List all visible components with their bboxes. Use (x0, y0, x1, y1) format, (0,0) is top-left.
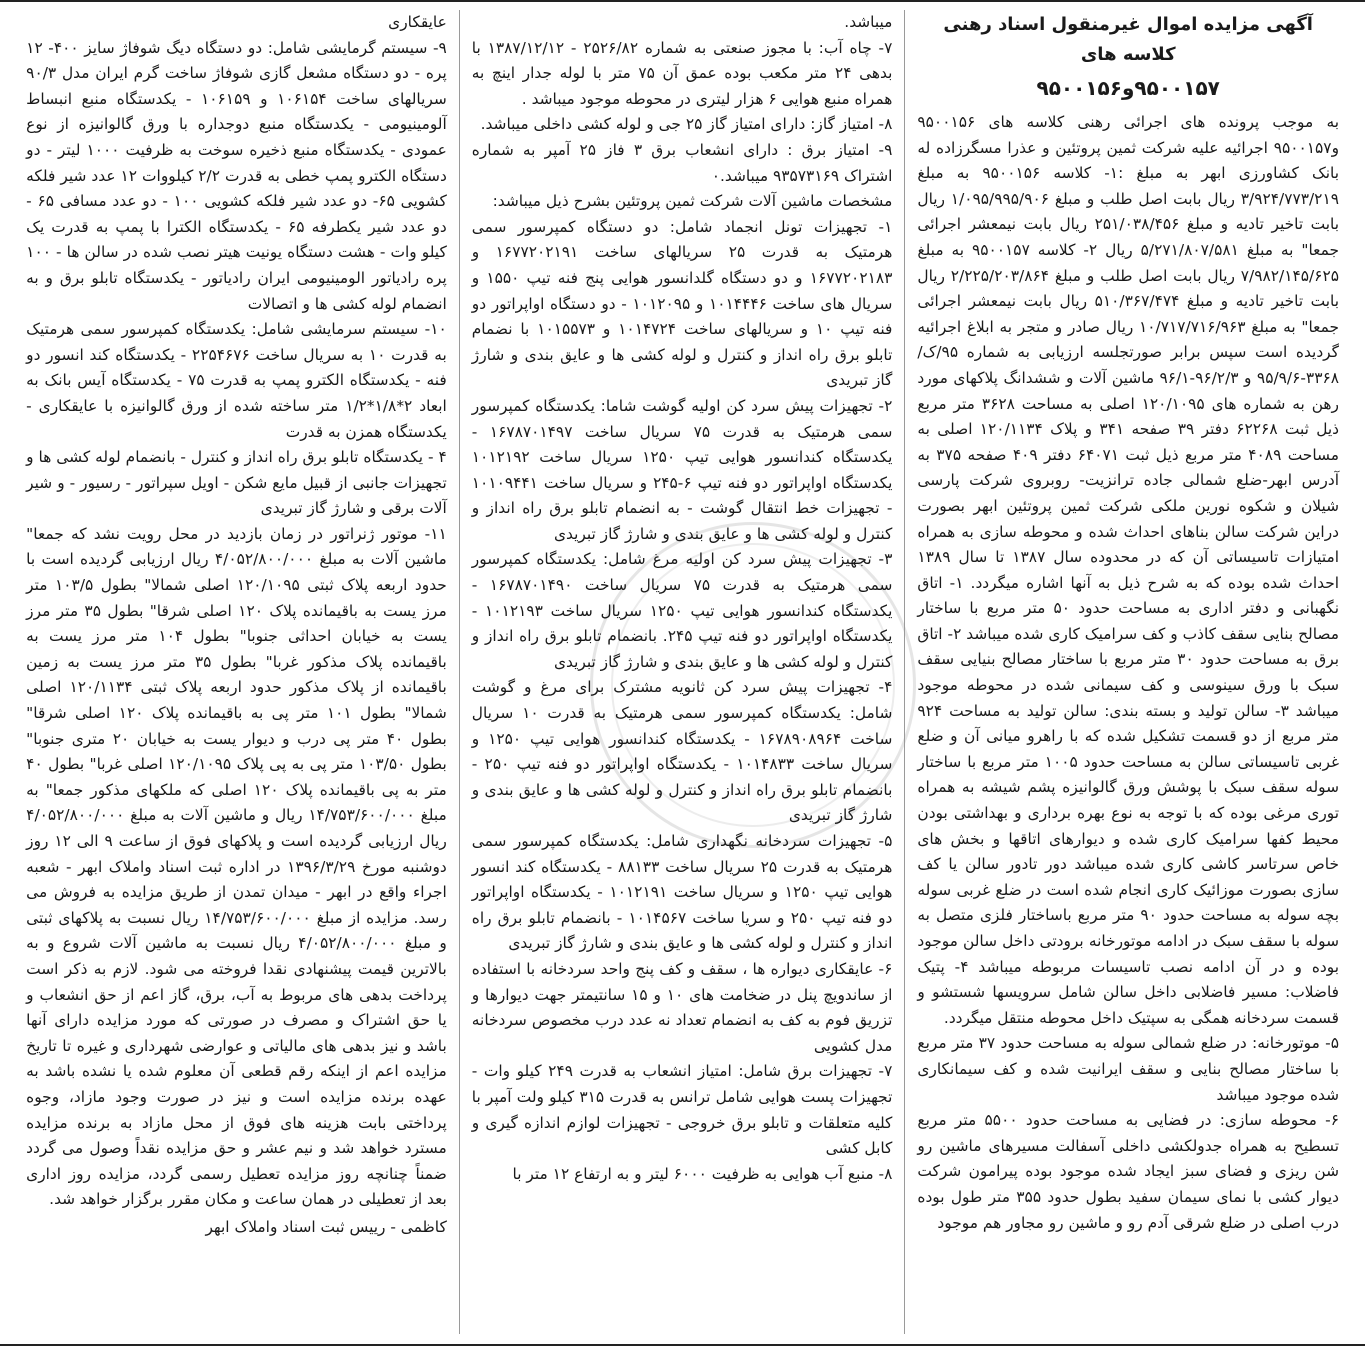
notice-columns (14, 10, 1351, 1334)
column-right (905, 10, 1351, 1334)
paragraph: ۶- عایقکاری دیواره ها ، سقف و کف پنج واحد سردخانه با استفاده از ساندویچ پنل در ضخامت های ۱۰ و ۱۵ سانتیمتر جهت دیوارها و تزریق فوم به کف به انضمام تعداد نه عدد درب مخصوص سردخانه مدل کشویی (471, 959, 893, 1055)
paragraph: ۹- سیستم گرمایشی شامل: دو دستگاه دیگ شوفاژ سایز ۴۰۰- ۱۲ پره - دو دستگاه مشعل گازی شوفاژ ساخت گرم ایران مدل ۹۰/۳ سریالهای ساخت ۱۰۶۱۵۴ و ۱۰۶۱۵۹ - یکدستگاه منبع انبساط آلومینیومی - یکدستگاه منبع دوجداره با ورق گالوانیزه از نوع عمودی - یکدستگاه منبع ذخیره سوخت به ظرفیت ۱۰۰۰ لیتر - دو دستگاه الکترو پمپ خطی به قدرت ۲/۲ کیلووات ۱۲ عدد شیر فلکه کشویی ۶۵- دو عدد شیر فلکه کشویی ۱۰۰ - دو عدد مسافی ۶۵ - دو عدد شیر یکطرفه ۶۵ - یکدستگاه الکترا با پمپ به قدرت یک کیلو وات - هشت دستگاه یونیت هیتر نصب شده در سالن ها - ۱۰۰ پره رادیاتور الومینیومی ایران رادیاتور - یکدستگاه تابلو برق و به انضمام لوله کشی ها و اتصالات (26, 38, 447, 313)
notice-title: آگهی مزایده اموال غیرمنقول اسناد رهنی کلاسه های (943, 14, 1313, 65)
signature: کاظمی - رییس ثبت اسناد واملاک ابهر (205, 1217, 447, 1236)
paragraph: میباشد. (844, 13, 893, 31)
paragraph: به موجب پرونده های اجرائی رهنی کلاسه های ۹۵۰۰۱۵۶ و۹۵۰۰۱۵۷ اجرائیه علیه شرکت ثمین پروتئین و عذرا مسگرزاده له بانک کشاورزی ابهر به مبلغ :۱- کلاسه ۹۵۰۰۱۵۶ به مبلغ ۳/۹۲۴/۷۷۳/۲۱۹ ریال بابت اصل طلب و مبلغ ۱/۰۹۵/۹۹۵/۹۰۶ ریال بابت تاخیر تادیه و مبلغ ۲۵۱/۰۳۸/۴۵۶ ریال بابت نیمعشر اجرائی جمعا" به مبلغ ۵/۲۷۱/۸۰۷/۵۸۱ ریال ۲- کلاسه ۹۵۰۰۱۵۷ به مبلغ ۷/۹۸۲/۱۴۵/۶۲۵ ریال بابت اصل طلب و مبلغ ۲/۲۲۵/۲۰۳/۸۶۴ ریال بابت تاخیر تادیه و مبلغ ۵۱۰/۳۶۷/۴۷۴ ریال بابت نیمعشر اجرائی جمعا" به مبلغ ۱۰/۷۱۷/۷۱۶/۹۶۳ ریال صادر و متجر به ابلاغ اجرائیه گردیده است سپس برابر صورتجلسه ارزیابی به شماره ۹۵/ک/۳۳۶۸-۹۵/۹/۶ و ۹۶/۲/۳-۹۶/۱ ماشین آلات و ششدانگ پلاکهای مورد رهن به شماره های ۱۲۰/۱۰۹۵ اصلی به مساحت ۳۶۲۸ متر مربع ذیل ثبت ۶۲۲۶۸ دفتر ۳۹ صفحه ۳۴۱ و پلاک ۱۲۰/۱۱۳۴ اصلی به مساحت ۴۰۸۹ متر مربع ذیل ثبت ۶۴۰۷۱ دفتر ۴۰۹ صفحه ۳۷۵ به آدرس ابهر-ضلع شمالی جاده ترانزیت- روبروی شرکت پارسی شیلان و شکوه نورین ملکی شرکت ثمین پروتئین ابهر بصورت دراین شرکت سالن بناهای احداث شده و محوطه سازی به همراه امتیازات تاسیساتی آن که در محدوده سال ۱۳۸۷ تا سال ۱۳۸۹ احداث شده بوده که به شرح ذیل به آنها اشاره میگردد. ۱- اتاق نگهبانی و دفتر اداری به مساحت حدود ۵۰ متر مربع با ساختار مصالح بنایی سقف کاذب و کف سرامیک کاری شده میباشد ۲- اتاق برق به مساحت حدود ۳۰ متر مربع با ساختار مصالح بنیایی سقف سبک با ورق سینوسی و کف سیمانی شده در محوطه موجود میباشد ۳- سالن تولید و بسته بندی: سالن تولید به مساحت ۹۲۴ متر مربع از دو قسمت تشکیل شده که با راهرو میانی آن و ضلع غربی تاسیساتی سالن به مساحت حدود ۱۰۰۵ متر مربع با ساختار سوله سقف سبک با پوشش ورق گالوانیزه پشم شیشه به همراه توری مرغی بوده که با توجه به نوع بهره برداری و بهداشتی بودن محیط کفها سرامیک کاری شده و دیوارهای اتاقها و بخش های خاص سرتاسر کاشی کاری شده میباشد دور تادور سالن یا کف سازی بصورت موزائیک کاری انجام شده است در ضلع غربی سوله بچه سوله به مساحت حدود ۹۰ متر مربع باساختار فلزی متصل به سوله با سقف سبک در ادامه موتورخانه برودتی داخل سالن موجود بوده و در آن ادامه نصب تاسیسات مربوطه میباشد ۴- پتیک فاضلاب: مسیر فاضلابی داخل سالن شامل سرویسها شستشو و قسمت سردخانه همگی به سپتیک داخل محوطه منتقل میگردد. (917, 113, 1340, 1027)
paragraph: ۴ - یکدستگاه تابلو برق راه انداز و کنترل - بانضمام لوله کشی ها و تجهیزات جانبی از قبیل مایع شکن - اویل سپراتور - رسیور - و شیر آلات برقی و شارژ گاز تبریدی (26, 448, 447, 518)
paragraph: ۵- موتورخانه: در ضلع شمالی سوله به مساحت حدود ۳۷ متر مربع با ساختار مصالح بنایی و سقف ایرانیت شده و کف سیمانکاری شده موجود میباشد (917, 1034, 1339, 1104)
paragraph: ۸- منبع آب هوایی به ظرفیت ۶۰۰۰ لیتر و به ارتفاع ۱۲ متر با (512, 1164, 893, 1183)
paragraph: مشخصات ماشین آلات شرکت ثمین پروتئین بشرح ذیل میباشد: (492, 192, 893, 211)
notice-case-numbers: ۹۵۰۰۱۵۷و۹۵۰۰۱۵۶ (1036, 76, 1220, 100)
paragraph: ۱- تجهیزات تونل انجماد شامل: دو دستگاه کمپرسور سمی هرمتیک به قدرت ۲۵ سریالهای ساخت ۱۶۷۷۲۰۲۱۹۱ و ۱۶۷۷۲۰۲۱۸۳ و دو دستگاه گلدانسور هوایی پنج فنه تیپ ۱۵۵۰ و سریال های ساخت ۱۰۱۴۴۴۶ و ۱۰۱۲۰۹۵ - دو دستگاه اواپراتور دو فنه تیپ ۱۰ و سریالهای ساخت ۱۰۱۴۷۲۴ و ۱۰۱۵۵۷۳ با نضمام تابلو برق راه انداز و کنترل و لوله کشی ها و عایق بندی و شارژ گاز تبریدی (471, 217, 893, 390)
paragraph: ۷- چاه آب: با مجوز صنعتی به شماره ۲۵۲۶/۸۲ - ۱۳۸۷/۱۲/۱۲ با بدهی ۲۴ متر مکعب بوده عمق آن ۷۵ متر با لوله جدار اینچ به همراه منبع هوایی ۶ هزار لیتری در محوطه موجود میباشد . (471, 38, 893, 108)
paragraph: ۴- تجهیزات پیش سرد کن ثانویه مشترک برای مرغ و گوشت شامل: یکدستگاه کمپرسور سمی هرمتیک به قدرت ۱۰ سریال ساخت ۱۶۷۸۹۰۸۹۶۴ - یکدستگاه کندانسور هوایی تیپ ۱۲۵۰ و سریال ساخت ۱۰۱۴۸۳۳ - یکدستگاه اواپراتور دو فنه تیپ ۲۵۰ - بانضمام تابلو برق راه انداز و کنترل و لوله کشی ها و عایق بندی و شارژ گاز تبریدی (471, 678, 893, 825)
paragraph: ۷- تجهیزات برق شامل: امتیاز انشعاب به قدرت ۲۴۹ کیلو وات - تجهیزات پست هوایی شامل ترانس به قدرت ۳۱۵ کیلو ولت آمپر با کلیه متعلقات و تابلو برق خروجی - تجهیزات لوازم اندازه گیری و کابل کشی (471, 1062, 893, 1158)
column-left (14, 10, 460, 1334)
paragraph: ۳- تجهیزات پیش سرد کن اولیه مرغ شامل: یکدستگاه کمپرسور سمی هرمتیک به قدرت ۷۵ سریال ساخت ۱۶۷۸۷۰۱۴۹۰ - یکدستگاه کندانسور هوایی تیپ ۱۲۵۰ سریال ساخت ۱۰۱۲۱۹۳ - یکدستگاه اواپراتور دو فنه تیپ ۲۴۵. بانضمام تابلو برق راه انداز و کنترل و لوله کشی ها و عایق بندی و شارژ گاز تبریدی (471, 550, 893, 671)
paragraph: ۶- محوطه سازی: در فضایی به مساحت حدود ۵۵۰۰ متر مربع تسطیح به همراه جدولکشی داخلی آسفالت مسیرهای ماشین رو شن ریزی و فضای سبز ایجاد شده موجود بوده پیرامون شرکت دیوار کشی با نمای سیمان سفید بطول حدود ۳۵۵ متر طول بوده درب اصلی در ضلع شرقی آدم رو و ماشین رو مجاور هم موجود (917, 1111, 1339, 1232)
column-middle (460, 10, 906, 1334)
paragraph: ۱۰- سیستم سرمایشی شامل: یکدستگاه کمپرسور سمی هرمتیک به قدرت ۱۰ به سریال ساخت ۲۲۵۴۶۷۶ - یکدستگاه کند انسور دو فنه - یکدستگاه الکترو پمپ به قدرت ۷۵ - یکدستگاه آیس بانک به ابعاد ۲*۱/۸*۱/۲ متر ساخته شده از ورق گالوانیزه با عایقکاری - یکدستگاه همزن به قدرت (26, 320, 447, 441)
paragraph: ۱۱- موتور ژنراتور در زمان بازدید در محل رویت نشد که جمعا" ماشین آلات به مبلغ ۴/۰۵۲/۸۰۰/۰۰۰ ریال ارزیابی گردیده است با حدود اربعه پلاک ثبتی ۱۲۰/۱۰۹۵ اصلی شمالا" بطول ۱۰۳/۵ متر مرز یست به باقیمانده پلاک ۱۲۰ اصلی شرقا" بطول ۳۵ متر مرز یست به خیابان احداثی جنوبا" بطول ۱۰۴ متر مرز یست به باقیمانده پلاک مذکور غربا" بطول ۳۵ متر مرز یست به زمین باقیمانده از پلاک مذکور حدود اربعه پلاک ثبتی ۱۲۰/۱۱۳۴ اصلی شمالا" بطول ۱۰۱ متر پی به باقیمانده پلاک ۱۲۰ اصلی شرقا" بطول ۴۰ متر پی درب و دیوار یست به خیابان ۲۰ متری جنوبا" بطول ۱۰۳/۵۰ متر پی به پی پلاک ۱۲۰/۱۰۹۵ اصلی غربا" بطول ۴۰ متر به پی باقیمانده پلاک ۱۲۰ اصلی که ملکهای مذکور جمعا" به مبلغ ۱۴/۷۵۳/۶۰۰/۰۰۰ ریال و ماشین آلات به مبلغ ۴/۰۵۲/۸۰۰/۰۰۰ ریال ارزیابی گردیده است و پلاکهای فوق از ساعت ۹ الی ۱۲ روز دوشنبه مورخ ۱۳۹۶/۳/۲۹ در اداره ثبت اسناد واملاک ابهر - شعبه اجراء واقع در ابهر - میدان تمدن از طریق مزایده به فروش می رسد. مزایده از مبلغ ۱۴/۷۵۳/۶۰۰/۰۰۰ ریال نسبت به پلاکهای ثبتی و مبلغ ۴/۰۵۲/۸۰۰/۰۰۰ ریال نسبت به ماشین آلات شروع و به بالاترین قیمت پیشنهادی نقدا فروخته می شود. لازم به ذکر است پرداخت بدهی های مربوط به آب، برق، گاز اعم از حق انشعاب و یا حق اشتراک و مصرف در صورتی که مورد مزایده دارای آنها باشد و نیز بدهی های مالیاتی و عوارضی شهرداری و غیره تا تاریخ مزایده اعم از اینکه رقم قطعی آن معلوم شده یا نشده باشد به عهده برنده مزایده است و نیز در صورت وجود مازاد، وجوه پرداختی بابت هزینه های فوق از محل مازاد به برنده مزایده مسترد خواهد شد و نیم عشر و حق مزایده نقداً وصول می گردد ضمناً چنانچه روز مزایده تعطیل رسمی گردد، مزایده روز اداری بعد از تعطیلی در همان ساعت و مکان مقرر برگزار خواهد شد. (26, 524, 447, 1209)
paragraph: ۹- امتیاز برق : دارای انشعاب برق ۳ فاز ۲۵ آمپر به شماره اشتراک ۹۳۵۷۳۱۶۹ میباشد.۰ (471, 140, 893, 185)
paragraph: ۵- تجهیزات سردخانه نگهداری شامل: یکدستگاه کمپرسور سمی هرمتیک به قدرت ۲۵ سریال ساخت ۸۸۱۳۳ - یکدستگاه کند انسور هوایی تیپ ۱۲۵۰ و سریال ساخت ۱۰۱۲۱۹۱ - یکدستگاه اواپراتور دو فنه تیپ ۲۵۰ و سریا ساخت ۱۰۱۴۵۶۷ - بانضمام تابلو برق راه انداز و کنترل و لوله کشی ها و عایق بندی و شارژ گاز تبریدی (471, 832, 893, 953)
paragraph: ۲- تجهیزات پیش سرد کن اولیه گوشت شاما: یکدستگاه کمپرسور سمی هرمتیک به قدرت ۷۵ سریال ساخت ۱۶۷۸۷۰۱۴۹۷ - یکدستگاه کندانسور هوایی تیپ ۱۲۵۰ سریال ساخت ۱۰۱۲۱۹۲ یکدستگاه اواپراتور دو فنه تیپ ۶-۲۴۵ و سریال ساخت ۱۰۱۰۹۴۴۱ - تجهیزات خط انتقال گوشت - به انضمام تابلو برق راه انداز و کنترل و لوله کشی ها و عایق بندی و شارژ گاز تبریدی (471, 396, 893, 543)
paragraph: ۸- امتیاز گاز: دارای امتیاز گاز ۲۵ جی و لوله کشی داخلی میباشد. (480, 115, 893, 134)
paragraph: عایقکاری (388, 13, 447, 31)
